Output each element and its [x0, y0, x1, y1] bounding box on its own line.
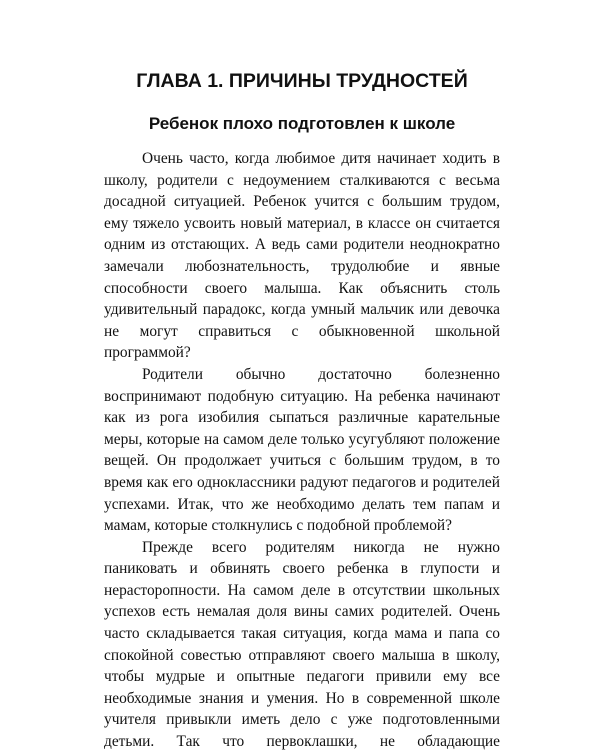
body-text	[104, 148, 500, 753]
paragraph-3: Прежде всего родителям никогда не нужно паниковать и обвинять своего ребенка в глупости и нерасторопности. На самом деле в отсутствии школьных успехов есть немалая доля вины самих родителей. Очень часто складывается такая ситуация, когда мама и папа со спокойной совестью отправляют своего малыша в школу, чтобы мудрые и опытные педагоги привили ему все необходимые знания и умения. Но в современной школе учителя привыкли иметь дело с уже подготовленными детьми. Так что первоклашки, не обладающие	[104, 538, 500, 751]
section-title: Ребенок плохо подготовлен к школе	[148, 114, 456, 133]
chapter-title: ГЛАВА 1. ПРИЧИНЫ ТРУДНОСТЕЙ	[136, 70, 468, 92]
paragraph-2: Родители обычно достаточно болезненно воспринимают подобную ситуацию. На ребенка начинают как из рога изобилия сыпаться различные карательные меры, которые на самом деле только усугубляют положение вещей. Он продолжает учиться с большим трудом, в то время как его одноклассники радуют педагогов и родителей успехами. Итак, что же необходимо делать тем папам и мамам, которые столкнулись с подобной проблемой?	[104, 365, 500, 535]
paragraph-1: Очень часто, когда любимое дитя начинает ходить в школу, родители с недоумением сталкиваются с весьма досадной ситуацией. Ребенок учится с большим трудом, ему тяжело усвоить новый материал, в классе он считается одним из отстающих. А ведь сами родители неоднократно замечали любознательность, трудолюбие и явные способности своего малыша. Как объяснить столь удивительный парадокс, когда умный мальчик или девочка не могут справиться с обыкновенной школьной программой?	[104, 150, 500, 362]
